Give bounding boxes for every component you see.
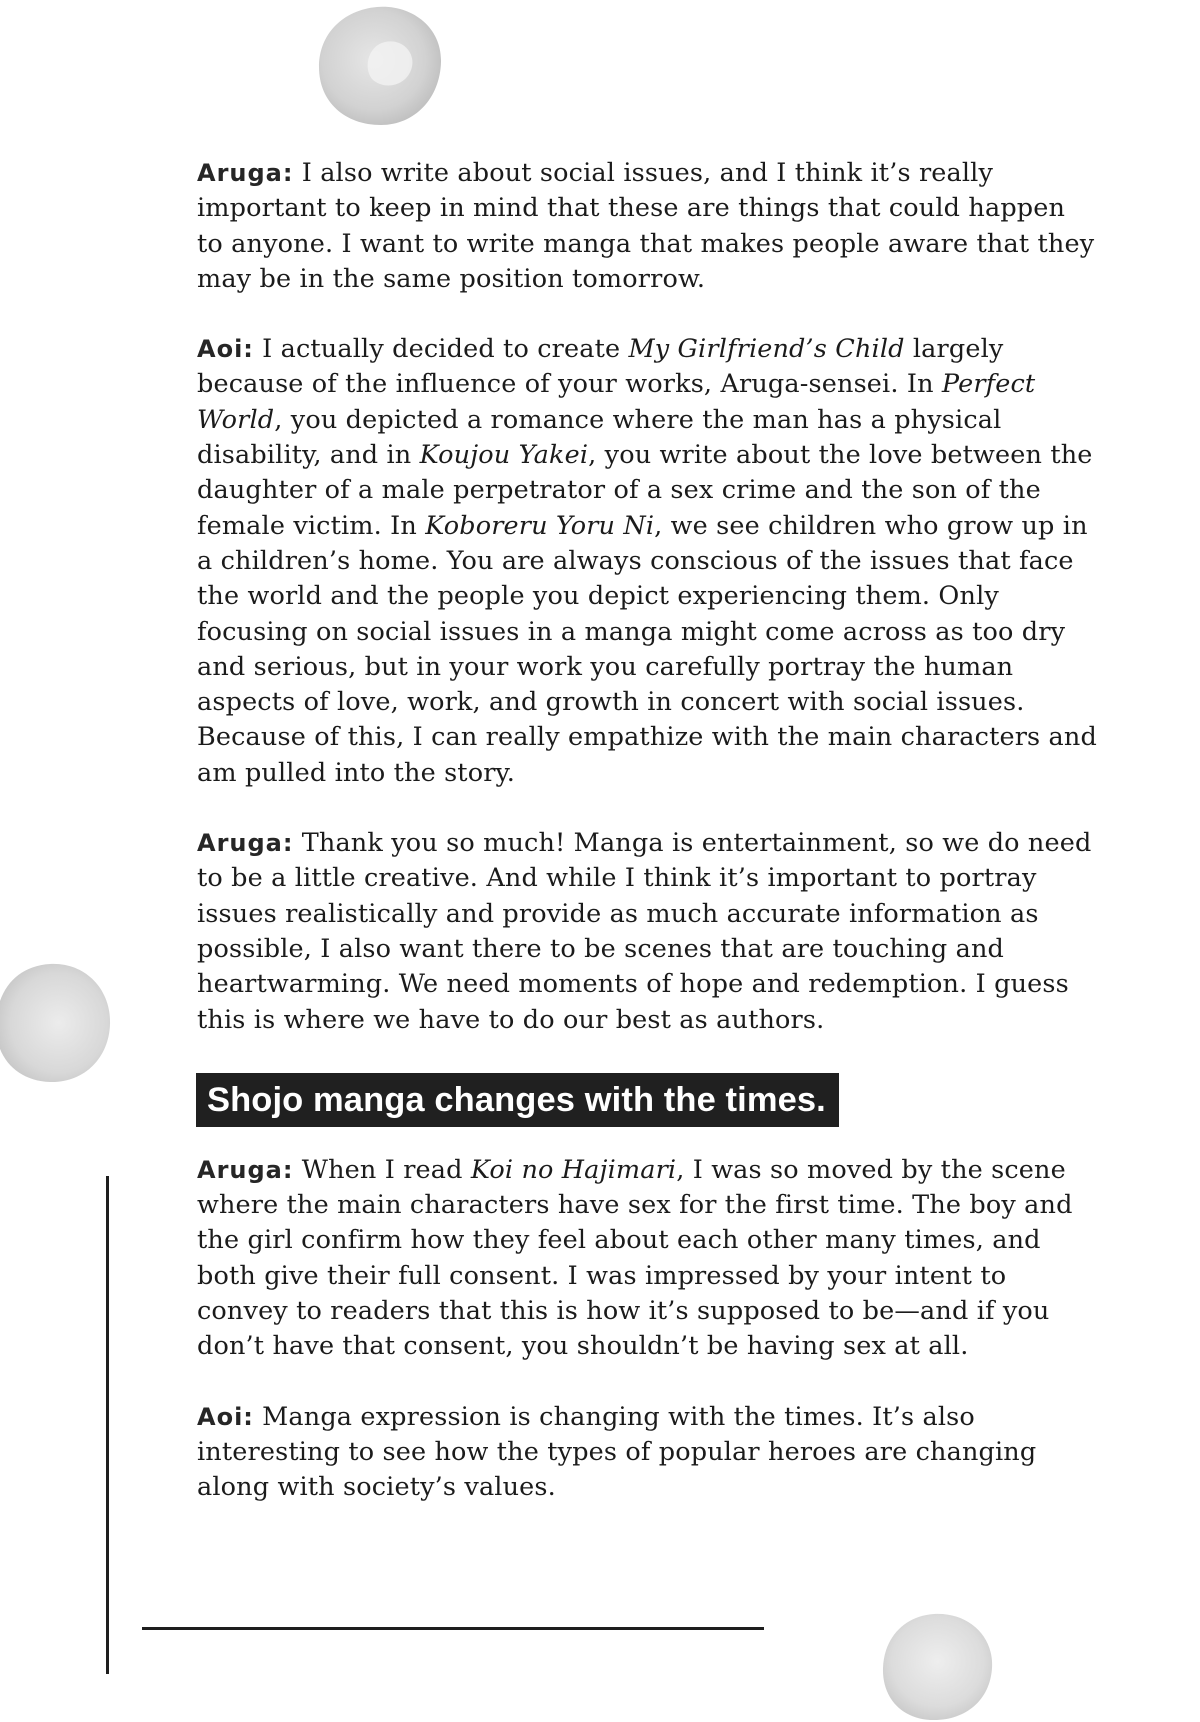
speaker-label: Aruga: — [197, 1155, 294, 1184]
paragraph-aruga-1 — [197, 156, 1097, 297]
watercolor-blot-top — [315, 4, 445, 128]
paragraph-text: , we see children who grow up in a children’s home. You are always conscious of the issues that face the world and the people you depict experiencing them. Only focusing on social issues in a manga might come across as too dry and serious, but in your work you carefully portray the human aspects of love, work, and growth in concert with social issues. Because of this, I can really empathize with the main characters and am pulled into the story. — [197, 510, 1097, 788]
paragraph-text: I also write about social issues, and I think it’s really important to keep in mind that these are things that could happen to anyone. I want to write manga that makes people aware that they may be in the same position tomorrow. — [197, 158, 1095, 294]
speaker-label: Aruga: — [197, 829, 294, 858]
section-heading-wrap — [196, 1073, 1097, 1127]
paragraph-aruga-3 — [197, 1153, 1097, 1365]
paragraph-text: When I read — [293, 1154, 471, 1185]
paragraph-text: largely because of the influence of your works, Aruga-sensei. In — [197, 334, 1004, 400]
work-title: Koboreru Yoru Ni — [425, 510, 655, 541]
vertical-rule — [106, 1176, 109, 1674]
section-heading: Shojo manga changes with the times. — [196, 1073, 839, 1127]
paragraph-aoi-2 — [197, 1400, 1097, 1506]
paragraph-text: , I was so moved by the scene where the main characters have sex for the first time. The boy and the girl confirm how they feel about each other many times, and both give their full consent. I was impressed by your intent to convey to readers that this is how it’s supposed to be—and if you don’t have that consent, you shouldn’t be having sex at all. — [197, 1154, 1073, 1362]
paragraph-text: Manga expression is changing with the times. It’s also interesting to see how the types of popular heroes are changing along with society’s values. — [197, 1401, 1037, 1503]
watercolor-blot-left — [0, 960, 114, 1086]
speaker-label: Aoi: — [197, 1402, 254, 1431]
speaker-label: Aruga: — [197, 159, 294, 187]
paragraph-aoi-1 — [197, 332, 1097, 791]
paragraph-text: Thank you so much! Manga is entertainment, so we do need to be a little creative. And while I think it’s important to portray issues realistically and provide as much accurate information as possible, I also want there to be scenes that are touching and heartwarming. We need moments of hope and redemption. I guess this is where we have to do our best as authors. — [197, 828, 1092, 1035]
paragraph-aruga-2 — [197, 826, 1097, 1038]
work-title: Perfect World — [197, 369, 1036, 435]
horizontal-rule — [142, 1627, 764, 1630]
work-title: Koujou Yakei — [419, 440, 589, 471]
work-title: Koi no Hajimari — [470, 1154, 677, 1185]
paragraph-text: , you write about the love between the daughter of a male perpetrator of a sex crime and the son of the female victim. In — [197, 440, 1093, 541]
work-title: My Girlfriend’s Child — [628, 334, 905, 365]
watercolor-blot-bottom — [878, 1610, 996, 1722]
speaker-label: Aoi: — [197, 335, 254, 364]
paragraph-text: , you depicted a romance where the man has a physical disability, and in — [197, 404, 1002, 471]
paragraph-text: I actually decided to create — [253, 334, 629, 365]
article-body — [197, 156, 1097, 1541]
